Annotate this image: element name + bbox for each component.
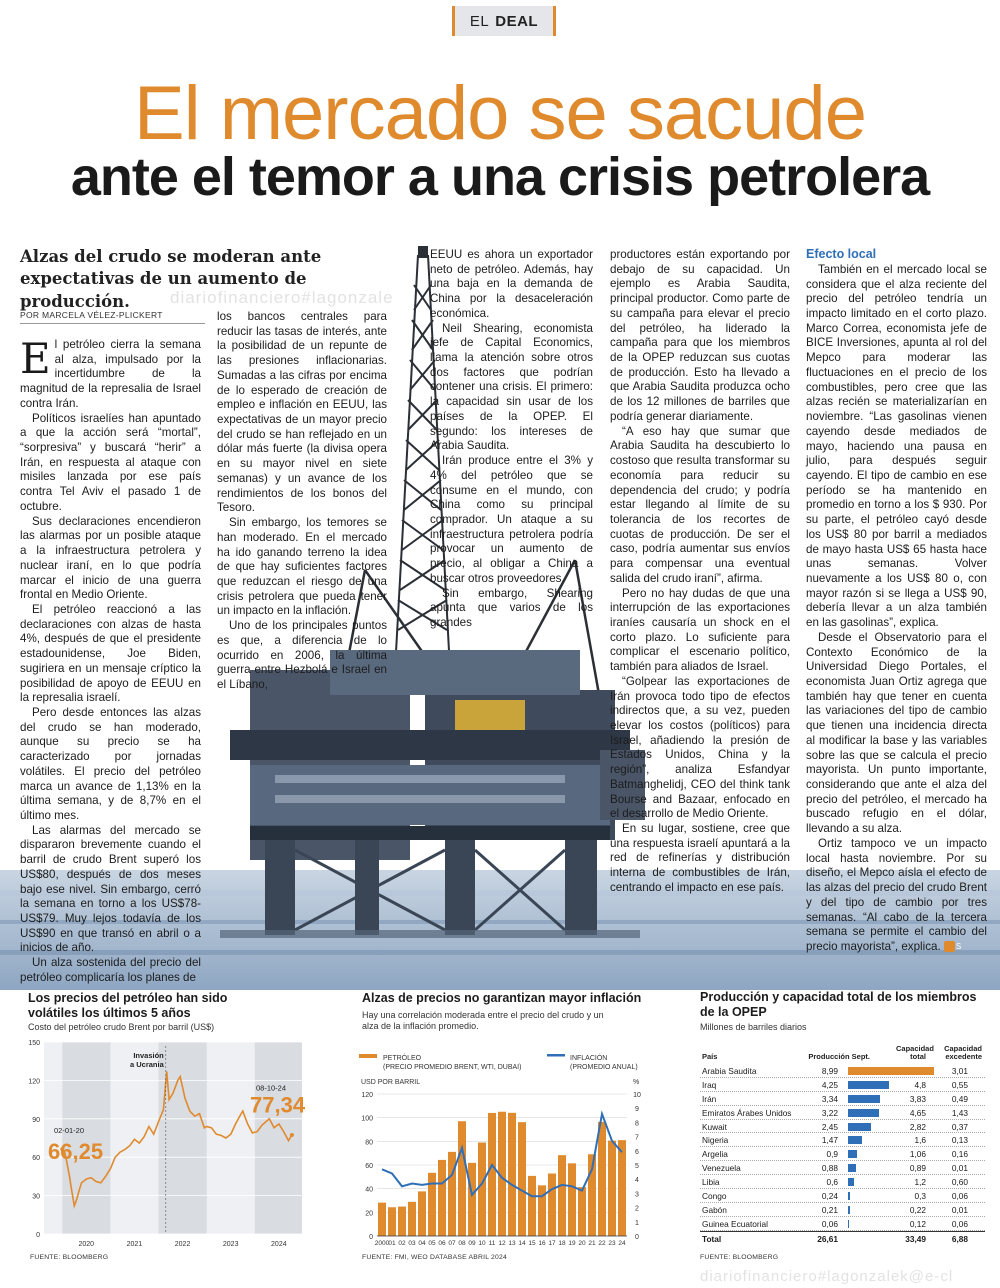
oil-bar: [488, 1113, 496, 1236]
byline: POR MARCELA VÉLEZ-PLICKERT: [20, 310, 163, 320]
x-tick-label: 08: [458, 1240, 466, 1247]
paragraph: Pero desde entonces las alzas del crudo se han moderado, aunque su precio se ha caracterizado por jornadas volátiles. El precio del petróleo marca un avance de 1,13% en la última semana, y de 8,7% en el último mes.: [20, 705, 201, 822]
spare-cell: 0,49: [951, 1093, 968, 1104]
byline-rule: [20, 323, 205, 324]
table-row: [700, 1120, 985, 1134]
country-cell: Libia: [702, 1177, 720, 1188]
paragraph: EEUU es ahora un exportador neto de petróleo. Además, hay una baja en la demanda de China por la desaceleración económica.: [430, 248, 593, 320]
x-tick-label: 2021: [126, 1241, 143, 1248]
table-row: [700, 1203, 985, 1217]
y-tick-right: 9: [635, 1106, 639, 1114]
spare-cell: 0,55: [951, 1079, 968, 1090]
paragraph: Sin embargo, Shearing apunta que varios de los grandes: [430, 586, 593, 629]
total-spare: 6,88: [951, 1233, 968, 1244]
x-tick-label: 03: [408, 1240, 416, 1247]
oil-bar: [518, 1122, 526, 1236]
y-tick-right: 5: [635, 1163, 639, 1170]
x-tick-label: 2023: [222, 1241, 239, 1248]
header-production: Producción Sept.: [808, 1052, 870, 1062]
section-name: DEAL: [495, 12, 539, 30]
x-tick-label: 24: [618, 1240, 626, 1247]
spare-cell: 0,37: [951, 1121, 968, 1132]
oil-bar: [568, 1163, 576, 1236]
paragraph: Un alza sostenida del precio del petróleo complicaría los planes de: [20, 956, 201, 984]
legend-oil-sublabel: (PRECIO PROMEDIO BRENT, WTI, DUBAI): [383, 1064, 522, 1071]
article-column-3: [430, 248, 593, 631]
y-tick-right: 3: [635, 1191, 639, 1199]
oil-bar: [458, 1121, 466, 1236]
production-cell: 0,88: [821, 1163, 838, 1174]
chart1-source: FUENTE: BLOOMBERG: [30, 1254, 109, 1261]
oil-bar: [478, 1143, 486, 1236]
chart3-title: Producción y capacidad total de los miembros de la OPEP: [700, 990, 977, 1019]
capacity-cell: 0,12: [909, 1218, 926, 1229]
y-tick-left: 20: [365, 1210, 373, 1218]
x-tick-label: 20: [578, 1240, 586, 1247]
chart3-source: FUENTE: BLOOMBERG: [700, 1254, 779, 1261]
x-tick-label: 13: [508, 1240, 516, 1247]
y-tick-right: 7: [635, 1134, 639, 1142]
spare-cell: 0,16: [951, 1149, 968, 1160]
country-cell: Emiratos Árabes Unidos: [702, 1107, 792, 1118]
x-tick-label: 11: [488, 1240, 496, 1247]
production-cell: 0,24: [821, 1191, 838, 1202]
capacity-cell: 2,82: [909, 1121, 926, 1132]
paragraph: También en el mercado local se considera que el alza reciente del precio del petróleo tendría un impacto limitado en el corto plazo. Marco Correa, economista jefe de BICE Inversiones, apunta al rol del Mepco para moderar las fluctuaciones en el precio de los combustibles, pero cree que las alzas recién se materializarían en noviembre. “Las gasolinas vienen cayendo desde mediados de mayo, haciendo una pausa en julio, para después seguir cayendo. El tipo de cambio en ese período se ha mantenido en promedio en torno a los $ 930. Por su parte, el petróleo cayó desde los US$ 80 por barril a mediados de mayo hasta US$ 65 hasta hace unas semanas. Volver nuevamente a los US$ 80 o, con mayor razón si se llega a US$ 90, debería llevar a un alza también en las gasolinas”, explica.: [806, 262, 987, 630]
chart2-source: FUENTE: FMI, WEO DATABASE ABRIL 2024: [362, 1254, 507, 1261]
table-row: [700, 1217, 985, 1231]
y-tick-right: 1: [635, 1219, 639, 1227]
production-cell: 0,6: [826, 1177, 838, 1188]
oil-bar: [548, 1174, 556, 1236]
y-tick-left: 80: [365, 1139, 373, 1147]
x-tick-label: 19: [568, 1240, 576, 1247]
subhead-efecto-local: Efecto local: [806, 247, 877, 261]
y-tick-label: 30: [32, 1193, 40, 1201]
production-cell: 1,47: [821, 1135, 838, 1146]
paragraph: Sus declaraciones encendieron las alarmas por un posible ataque a la infraestructura petrolera y nuclear iraní, en lo que podría marcar el inicio de una guerra frontal en Medio Oriente.: [20, 514, 201, 602]
header-capacity: Capacidad total: [896, 1043, 934, 1062]
table-row: [700, 1092, 985, 1106]
oil-bar: [408, 1202, 416, 1236]
table-row: [700, 1106, 985, 1120]
total-production: 26,61: [817, 1233, 838, 1244]
x-tick-label: 21: [588, 1240, 596, 1247]
y-tick-left: 120: [361, 1092, 373, 1099]
brent-price-chart: [20, 1034, 310, 1252]
country-cell: Argelia: [702, 1149, 728, 1160]
x-tick-label: 14: [518, 1240, 526, 1247]
legend-inflation-swatch: [547, 1054, 565, 1057]
x-tick-label: 10: [478, 1240, 486, 1247]
capacity-cell: 1,2: [914, 1177, 926, 1188]
x-tick-label: 2024: [271, 1241, 287, 1248]
chart1-subtitle: Costo del petróleo crudo Brent por barril (US$): [28, 1022, 215, 1032]
oil-inflation-chart: [355, 1050, 655, 1250]
article-column-2: [217, 310, 387, 693]
oil-bar: [378, 1203, 386, 1236]
start-value-label: 66,25: [48, 1139, 104, 1165]
table-row: [700, 1064, 985, 1078]
x-tick-label: 06: [438, 1240, 446, 1247]
paragraph: Irán produce entre el 3% y 4% del petróleo que se consume en el mundo, con China como su principal comprador. Un ataque a su infraestructura petrolera podría provocar un aumento de precio, al obligar a China a buscar otros proveedores.: [430, 454, 593, 585]
oil-bar: [508, 1113, 516, 1236]
invasion-label: Invasión a Ucrania: [129, 1051, 164, 1069]
production-bar: [848, 1206, 850, 1214]
production-cell: 8,99: [821, 1066, 838, 1076]
paragraph: Políticos israelíes han apuntado a que la acción será “mortal”, “sorpresiva” y buscará “herir” a Irán, en respuesta al ataque con misiles lanzada por ese país contra Tel Aviv el pasado 1 de octubre.: [20, 411, 201, 513]
capacity-cell: 1,6: [914, 1135, 926, 1146]
y-axis-left-label: USD POR BARRIL: [361, 1079, 421, 1086]
production-cell: 0,21: [821, 1204, 838, 1215]
y-tick-left: 0: [369, 1234, 373, 1241]
production-cell: 0,9: [826, 1149, 838, 1160]
header-country: País: [702, 1052, 718, 1062]
paragraph: Uno de los principales puntos es que, a diferencia de lo ocurrido en 2006, la última guerra entre Hezbolá e Israel en el Líbano,: [217, 619, 387, 691]
y-tick-label: 0: [36, 1232, 40, 1239]
y-tick-left: 100: [361, 1115, 373, 1123]
x-tick-label: 12: [498, 1240, 506, 1247]
production-bar: [848, 1067, 934, 1075]
watermark: diariofinanciero#lagonzale: [170, 288, 394, 307]
oil-bar: [528, 1176, 536, 1236]
production-cell: 3,34: [821, 1093, 838, 1104]
year-band: [62, 1042, 110, 1234]
oil-bar: [388, 1207, 396, 1236]
legend-oil-label: PETRÓLEO: [383, 1055, 422, 1062]
y-tick-left: 60: [365, 1163, 373, 1170]
oil-bar: [428, 1173, 436, 1236]
spare-cell: 0,06: [951, 1218, 968, 1229]
production-bar: [848, 1081, 889, 1089]
deck: Alzas del crudo se moderan ante expectativas de un aumento de producción.: [20, 247, 322, 311]
y-tick-right: 0: [635, 1234, 639, 1241]
x-tick-label: 01: [388, 1240, 396, 1247]
country-cell: Guinea Ecuatorial: [702, 1218, 768, 1229]
table-row: [700, 1161, 985, 1175]
paragraph: “Golpear las exportaciones de Irán provoca todo tipo de efectos indirectos que, a su vez, pueden elevar los costos (políticos) para Israel, añadiendo la presión de Estados Unidos, China y la región”, analiza Esfandyar Batmanghelidj, CEO del think tank Bourse and Bazaar, enfocado en el desarrollo de Medio Oriente.: [610, 674, 790, 821]
capacity-cell: 4,8: [914, 1079, 926, 1090]
x-tick-label: 2022: [174, 1241, 191, 1248]
oil-bar: [598, 1122, 606, 1236]
production-bar: [848, 1109, 879, 1117]
end-point: [290, 1133, 294, 1137]
chart1-title: Los precios del petróleo han sido volátiles los últimos 5 años: [28, 991, 228, 1020]
x-tick-label: 2000: [374, 1240, 390, 1247]
x-tick-label: 18: [558, 1240, 566, 1247]
capacity-cell: 1,06: [909, 1149, 926, 1160]
start-date-label: 02-01-20: [54, 1126, 85, 1136]
spare-cell: 0,13: [951, 1135, 968, 1146]
x-tick-label: 2020: [78, 1241, 95, 1248]
legend-oil-swatch: [359, 1054, 377, 1058]
paragraph: El petróleo reaccionó a las declaraciones con alzas de hasta 4%, después de que el presidente estadounidense, Joe Biden, sugiriera en un mensaje críptico la posibilidad de apoyo de EEUU en la represalia israelí.: [20, 602, 201, 705]
capacity-cell: 0,89: [909, 1163, 926, 1174]
year-band: [255, 1042, 302, 1234]
end-value-label: 77,34: [250, 1092, 306, 1118]
paragraph: productores están exportando por debajo de su capacidad. Un ejemplo es Arabia Saudita, principal productor. Como parte de su campaña para elevar el precio del petróleo, ha liderado la campaña para que los miembros de la OPEP reduzcan sus cuotas de producción. Esto ha llevado a que Arabia Saudita produzca ocho de los 12 millones de barriles que podría generar diariamente.: [610, 248, 790, 423]
oil-bar: [398, 1207, 406, 1236]
x-tick-label: 15: [528, 1240, 536, 1247]
end-mark-icon: S: [944, 941, 955, 952]
paragraph: El petróleo cierra la semana al alza, impulsado por la incertidumbre de la magnitud de la represalia de Israel contra Irán.: [20, 334, 201, 410]
oil-bar: [578, 1187, 586, 1236]
paragraph: Neil Shearing, economista jefe de Capital Economics, llama la atención sobre otros dos factores que podrían contener una crisis. El primero: la capacidad sin usar de los países de la OPEP. El segundo: los intereses de Arabia Saudita.: [430, 321, 593, 453]
section-prefix: EL: [469, 12, 490, 30]
spare-cell: 1,43: [951, 1107, 968, 1118]
watermark: diariofinanciero#lagonzalek@e-cl: [700, 1268, 954, 1285]
x-tick-label: 04: [418, 1240, 426, 1247]
table-row: [700, 1078, 985, 1092]
paragraph: Ortiz tampoco ve un impacto local hasta noviembre. Por su diseño, el Mepco aísla el efecto de las alzas del precio del crudo Brent y del tipo de cambio por tres semanas. “Al cabo de la tercera semana se permite el cambio del precio mayorista”, explica. S: [806, 836, 987, 953]
y-tick-label: 120: [28, 1078, 40, 1086]
paragraph: los bancos centrales para reducir las tasas de interés, ante la posibilidad de un repunte de las presiones inflacionarias. Sumadas a las cifras por encima de lo esperado de creación de empleo e inflación en EEUU, las expectativas de un mayor precio del crudo se han reflejado en un dólar más fuerte (la divisa opera en su mayor nivel en siete semanas) y un avance de los rendimientos de los bonos del Tesoro.: [217, 310, 387, 515]
table-row: [700, 1175, 985, 1189]
country-cell: Kuwait: [702, 1121, 727, 1132]
section-tag: [452, 6, 556, 36]
production-bar: [848, 1123, 871, 1131]
table-row: [700, 1133, 985, 1147]
chart2-title: Alzas de precios no garantizan mayor inflación: [362, 991, 642, 1005]
headline-line1: El mercado se sacude: [134, 71, 866, 156]
x-tick-label: 02: [398, 1240, 406, 1247]
x-tick-label: 23: [608, 1240, 616, 1247]
production-bar: [848, 1192, 850, 1200]
country-cell: Iraq: [702, 1079, 717, 1090]
country-cell: Irán: [702, 1093, 717, 1104]
production-bar: [848, 1136, 862, 1144]
article-column-5: [806, 247, 987, 955]
article-column-4: [610, 248, 790, 896]
legend-inflation-label: INFLACIÓN: [570, 1055, 608, 1062]
y-tick-right: 8: [635, 1120, 639, 1128]
table-row: [700, 1147, 985, 1161]
chart2-subtitle: Hay una correlación moderada entre el precio del crudo y un alza de la inflación promedio.: [362, 1010, 604, 1032]
production-cell: 4,25: [821, 1079, 838, 1090]
country-cell: Congo: [702, 1191, 727, 1202]
capacity-cell: 3,83: [909, 1093, 926, 1104]
oil-bar: [418, 1191, 426, 1236]
oil-bar: [558, 1155, 566, 1236]
x-tick-label: 05: [428, 1240, 436, 1247]
y-tick-left: 40: [365, 1186, 373, 1194]
spare-cell: 0,01: [951, 1204, 968, 1215]
dropcap: E: [20, 334, 51, 383]
capacity-cell: 0,3: [914, 1191, 926, 1202]
headline-line2: ante el temor a una crisis petrolera: [70, 147, 930, 207]
country-cell: Gabón: [702, 1204, 727, 1215]
total-label: Total: [702, 1233, 722, 1244]
country-cell: Nigeria: [702, 1135, 729, 1146]
y-tick-label: 90: [32, 1116, 40, 1124]
oil-bar: [438, 1160, 446, 1236]
production-bar: [848, 1150, 857, 1158]
spare-cell: 3,01: [951, 1066, 968, 1076]
x-tick-label: 17: [548, 1240, 556, 1247]
header-spare: Capacidad excedente: [944, 1043, 982, 1062]
spare-cell: 0,01: [951, 1163, 968, 1174]
production-cell: 3,22: [821, 1107, 838, 1118]
production-bar: [848, 1178, 854, 1186]
oil-bar: [448, 1152, 456, 1236]
spare-cell: 0,06: [951, 1191, 968, 1202]
paragraph: Pero no hay dudas de que una interrupción de las exportaciones iraníes causaría un shock en el corto plazo. Lo suficiente para complicar el escenario político, también para aliados de Israel.: [610, 586, 790, 674]
production-bar: [848, 1095, 880, 1103]
paragraph: Las alarmas del mercado se dispararon brevemente cuando el barril de crudo Brent superó los US$80, después de dos meses bajo ese nivel. Sin embargo, cerró la semana en torno a los US$78-US$79. Muy lejos todavía de los US$90 en que transó en abril o a inicios de año.: [20, 823, 201, 955]
table-header: [700, 1040, 985, 1064]
y-tick-right: 4: [635, 1177, 639, 1185]
oil-bar: [618, 1140, 626, 1236]
y-tick-right: 6: [635, 1148, 639, 1156]
production-bar: [848, 1164, 856, 1172]
production-bar: [848, 1220, 849, 1228]
capacity-cell: 4,65: [909, 1107, 926, 1118]
y-tick-right: 2: [635, 1205, 639, 1213]
paragraph: Desde el Observatorio para el Contexto Económico de la Universidad Diego Portales, el economista Juan Ortiz agrega que también hay que tener en cuenta las variaciones del tipo de cambio que tienen una incidencia directa al modificar la base y las variables sobre las que se calcula el precio mayorista. Un punto importante, considerando que ante el alza del precio del petróleo, el mercado ha buscado refugio en el dólar, llevando a su alza.: [806, 630, 987, 836]
article-column-1: [20, 334, 201, 986]
y-tick-label: 60: [32, 1155, 40, 1163]
oil-bar: [538, 1185, 546, 1236]
production-cell: 2,45: [821, 1121, 838, 1132]
oil-bar: [468, 1163, 476, 1236]
x-tick-label: 22: [598, 1240, 606, 1247]
x-tick-label: 09: [468, 1240, 476, 1247]
country-cell: Arabia Saudita: [702, 1066, 757, 1076]
paragraph: “A eso hay que sumar que Arabia Saudita ha descubierto lo costoso que resulta transformar su economía para reducir su dependencia del crudo; y podría estar llegando al límite de su tolerancia de los recortes de cuotas de producción. De ser el caso, podría aumentar sus envíos para compensar una eventual salida del crudo iraní”, afirma.: [610, 424, 790, 585]
paragraph: Sin embargo, los temores se han moderado. En el mercado ha ido ganando terreno la idea de que hay suficientes factores que reduzcan el riesgo de una crisis petrolera que pueda tener un impacto en la inflación.: [217, 516, 387, 618]
oil-bar: [608, 1141, 616, 1236]
capacity-cell: 0,22: [909, 1204, 926, 1215]
production-cell: 0,06: [821, 1218, 838, 1229]
y-tick-label: 150: [28, 1040, 40, 1047]
y-axis-right-label: %: [633, 1079, 640, 1086]
opep-table: [700, 1040, 985, 1245]
x-tick-label: 16: [538, 1240, 546, 1247]
spare-cell: 0,60: [951, 1177, 968, 1188]
total-capacity: 33,49: [905, 1233, 926, 1244]
table-row: [700, 1189, 985, 1203]
paragraph: En su lugar, sostiene, cree que una respuesta israelí apuntará a la red de refinerías y distribución interna de combustibles de Irán, centrando el impacto en ese país.: [610, 822, 790, 894]
table-row-total: [700, 1231, 985, 1245]
y-tick-right: 10: [633, 1092, 641, 1099]
x-tick-label: 07: [448, 1240, 456, 1247]
legend-inflation-sublabel: (PROMEDIO ANUAL): [570, 1064, 638, 1071]
country-cell: Venezuela: [702, 1163, 741, 1174]
end-date-label: 08-10-24: [256, 1083, 287, 1093]
chart3-subtitle: Millones de barriles diarios: [700, 1022, 807, 1032]
